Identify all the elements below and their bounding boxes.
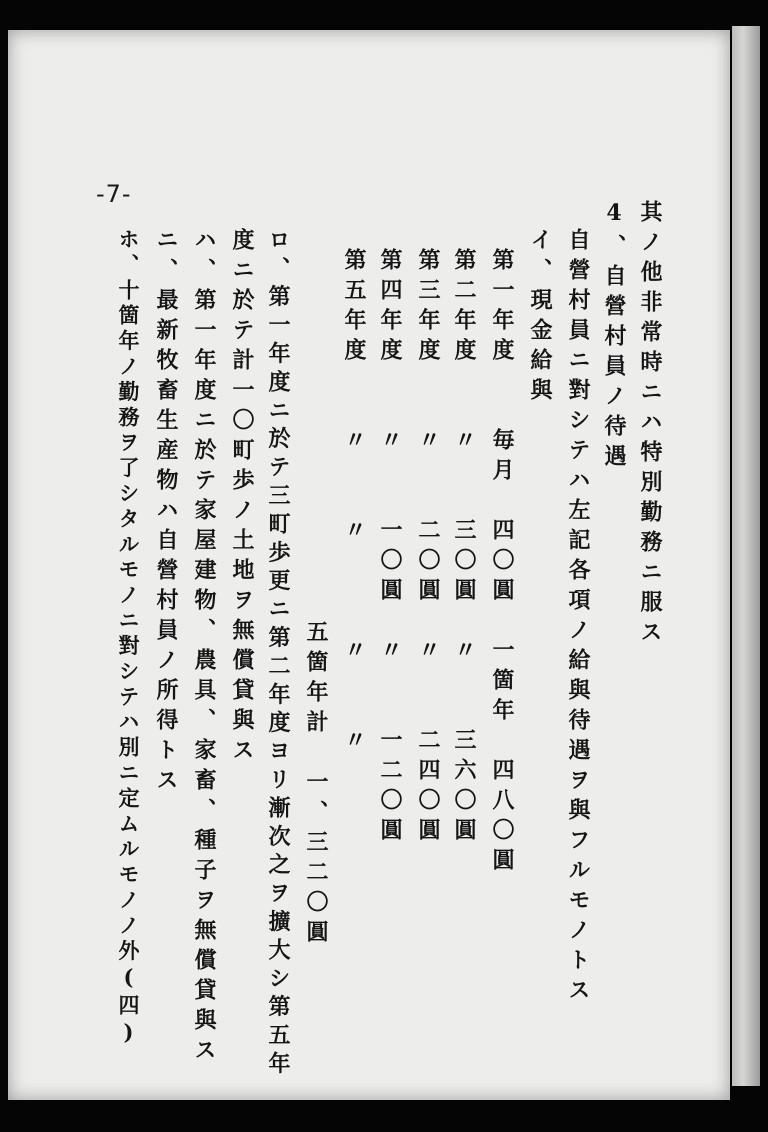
text-column-4: イ、現金給與: [527, 228, 553, 408]
text-column-8: 第四年度 〃 一〇圓 〃 一二〇圓: [377, 248, 403, 848]
text-column-15: ホ、十箇年ノ勤務ヲ了シタルモノニ對シテハ別ニ定ムルモノノ外(四): [116, 228, 141, 1049]
text-column-13: ハ、第一年度ニ於テ家屋建物、農具、家畜、種子ヲ無償貸與ス: [191, 228, 217, 1068]
text-column-7: 第三年度 〃 二〇圓 〃 二四〇圓: [415, 248, 441, 848]
text-column-5: 第一年度 毎月 四〇圓 一箇年 四八〇圓: [489, 248, 515, 878]
text-column-6: 第二年度 〃 三〇圓 〃 三六〇圓: [451, 248, 477, 848]
text-column-9: 第五年度 〃 〃 〃 〃: [341, 248, 367, 758]
text-column-14: ニ、最新牧畜生産物ハ自營村員ノ所得トス: [153, 228, 179, 798]
text-column-11: ロ、第一年度ニ於テ三町歩更ニ第二年度ヨリ漸次之ヲ擴大シ第五年: [265, 228, 291, 1080]
text-column-1: 其ノ他非常時ニハ特別勤務ニ服ス: [637, 200, 663, 650]
page-edge: [732, 26, 760, 1086]
text-column-12: 度ニ於テ計一〇町歩ノ土地ヲ無償貸與ス: [229, 228, 255, 768]
text-column-10: 五箇年計 一、三二〇圓: [303, 620, 329, 950]
text-column-2: 4、自營村員ノ待遇: [601, 200, 627, 474]
page-number: -7-: [96, 180, 132, 208]
text-column-3: 自營村員ニ對シテハ左記各項ノ給與待遇ヲ與フルモノトス: [565, 228, 591, 1008]
